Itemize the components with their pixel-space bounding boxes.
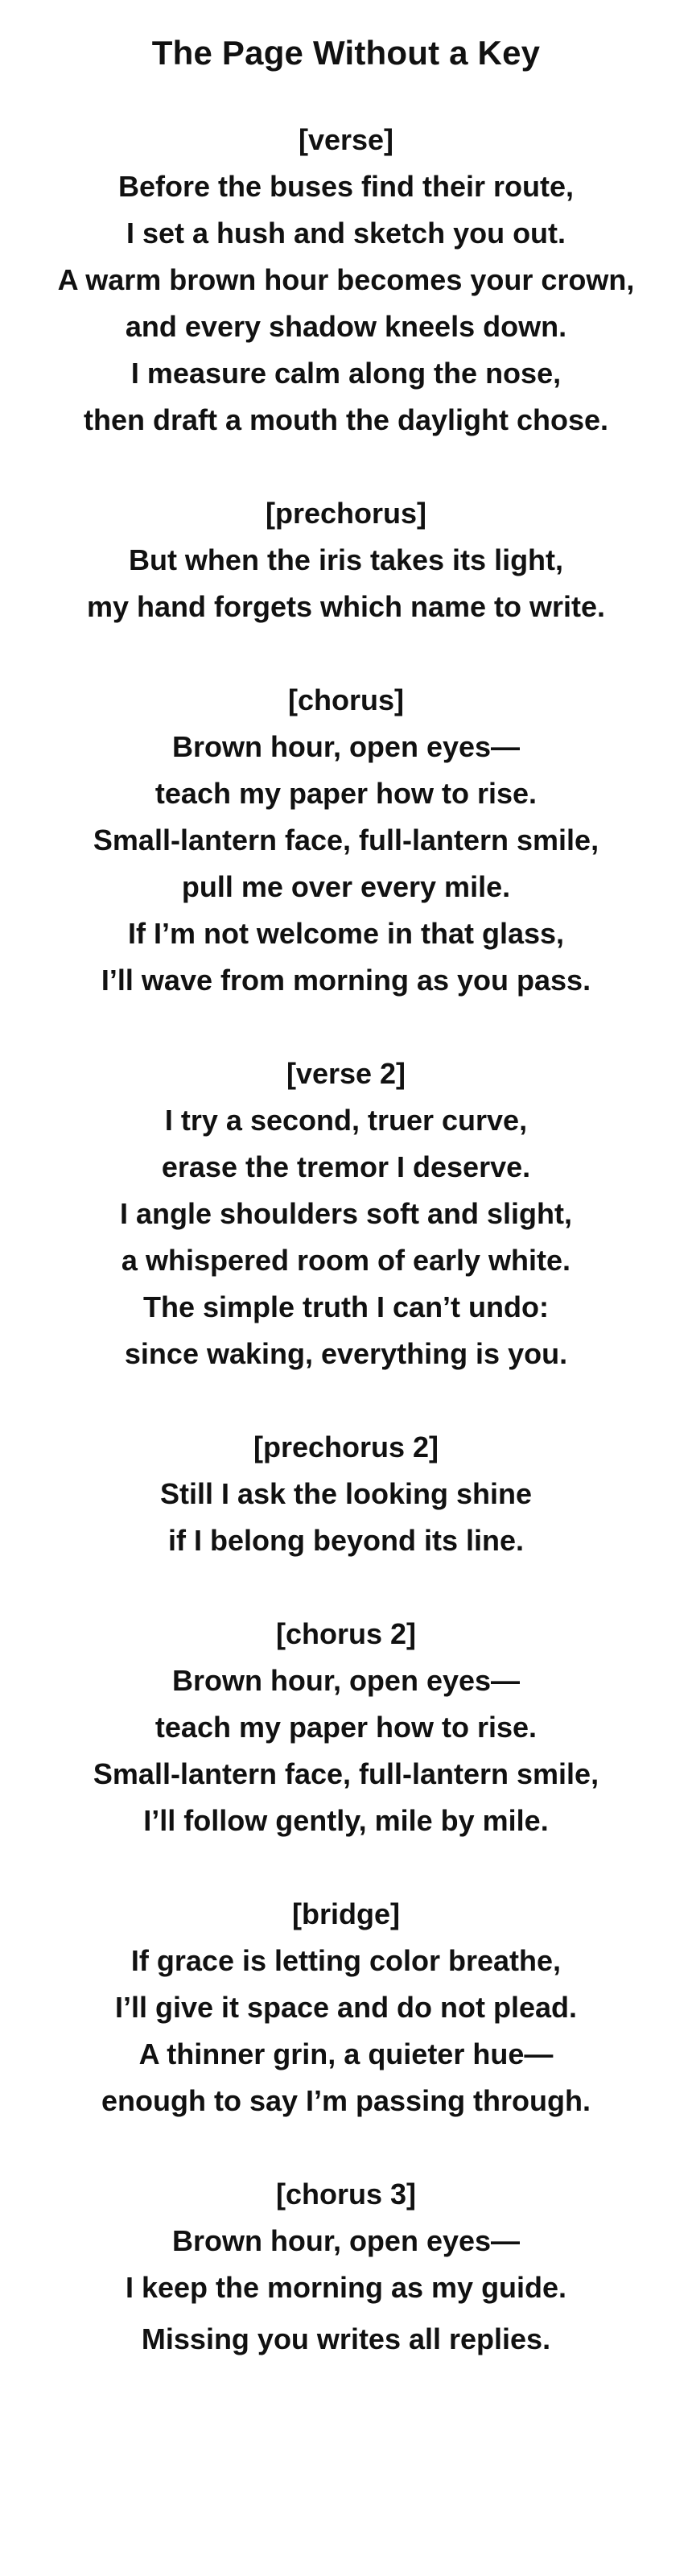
lyric-line: I angle shoulders soft and slight, bbox=[119, 1197, 573, 1230]
lyric-line: then draft a mouth the daylight chose. bbox=[83, 403, 609, 436]
lyric-line: pull me over every mile. bbox=[181, 870, 511, 903]
lyric-line: I try a second, truer curve, bbox=[164, 1104, 528, 1137]
section-label: [verse 2] bbox=[286, 1057, 406, 1090]
lyric-line: since waking, everything is you. bbox=[124, 1337, 568, 1370]
section-verse-2 bbox=[0, 1051, 692, 1377]
lyric-line: teach my paper how to rise. bbox=[154, 777, 538, 810]
lyric-line: But when the iris takes its light, bbox=[128, 543, 564, 576]
section-chorus bbox=[0, 677, 692, 1004]
section-verse bbox=[0, 117, 692, 444]
section-label: [bridge] bbox=[292, 1897, 400, 1930]
section-bridge bbox=[0, 1891, 692, 2124]
lyric-line: I’ll give it space and do not plead. bbox=[114, 1991, 578, 2024]
lyric-line: and every shadow kneels down. bbox=[125, 310, 567, 343]
section-chorus-2 bbox=[0, 1611, 692, 1844]
lyric-line: my hand forgets which name to write. bbox=[86, 590, 606, 623]
lyric-line: enough to say I’m passing through. bbox=[101, 2084, 591, 2117]
lyric-line: I’ll follow gently, mile by mile. bbox=[143, 1804, 549, 1837]
section-label: [prechorus] bbox=[265, 497, 427, 530]
lyric-line: if I belong beyond its line. bbox=[167, 1524, 525, 1557]
lyric-line: a whispered room of early white. bbox=[121, 1244, 571, 1277]
section-label: [chorus 2] bbox=[275, 1617, 417, 1650]
lyric-line: I measure calm along the nose, bbox=[130, 357, 562, 390]
lyric-line: erase the tremor I deserve. bbox=[161, 1150, 531, 1183]
section-prechorus bbox=[0, 490, 692, 630]
lyric-line: If I’m not welcome in that glass, bbox=[127, 917, 565, 950]
lyric-line: A thinner grin, a quieter hue— bbox=[138, 2037, 554, 2070]
lyric-line: If grace is letting color breathe, bbox=[130, 1944, 562, 1977]
section-prechorus-2 bbox=[0, 1424, 692, 1564]
lyric-line: I’ll wave from morning as you pass. bbox=[101, 964, 591, 997]
lyric-line: teach my paper how to rise. bbox=[154, 1711, 538, 1744]
lyric-line: Small-lantern face, full-lantern smile, bbox=[93, 1757, 599, 1790]
lyric-line: Brown hour, open eyes— bbox=[171, 1664, 521, 1697]
section-label: [chorus] bbox=[288, 683, 404, 716]
section-label: [chorus 3] bbox=[275, 2178, 417, 2211]
lyric-line: The simple truth I can’t undo: bbox=[143, 1290, 549, 1323]
lyric-line: Brown hour, open eyes— bbox=[171, 730, 521, 763]
section-label: [prechorus 2] bbox=[253, 1430, 439, 1463]
lyric-line: Small-lantern face, full-lantern smile, bbox=[93, 824, 599, 857]
lyric-line: I keep the morning as my guide. bbox=[125, 2271, 567, 2304]
lyric-line: I set a hush and sketch you out. bbox=[126, 217, 566, 250]
lyric-line: Brown hour, open eyes— bbox=[171, 2224, 521, 2257]
lyric-line: A warm brown hour becomes your crown, bbox=[57, 263, 635, 296]
page-title: The Page Without a Key bbox=[151, 34, 541, 72]
section-chorus-3 bbox=[0, 2171, 692, 2363]
section-label: [verse] bbox=[298, 123, 394, 156]
lyric-line: Missing you writes all replies. bbox=[141, 2322, 551, 2355]
lyric-line: Still I ask the looking shine bbox=[159, 1477, 533, 1510]
lyric-line: Before the buses find their route, bbox=[117, 170, 575, 203]
